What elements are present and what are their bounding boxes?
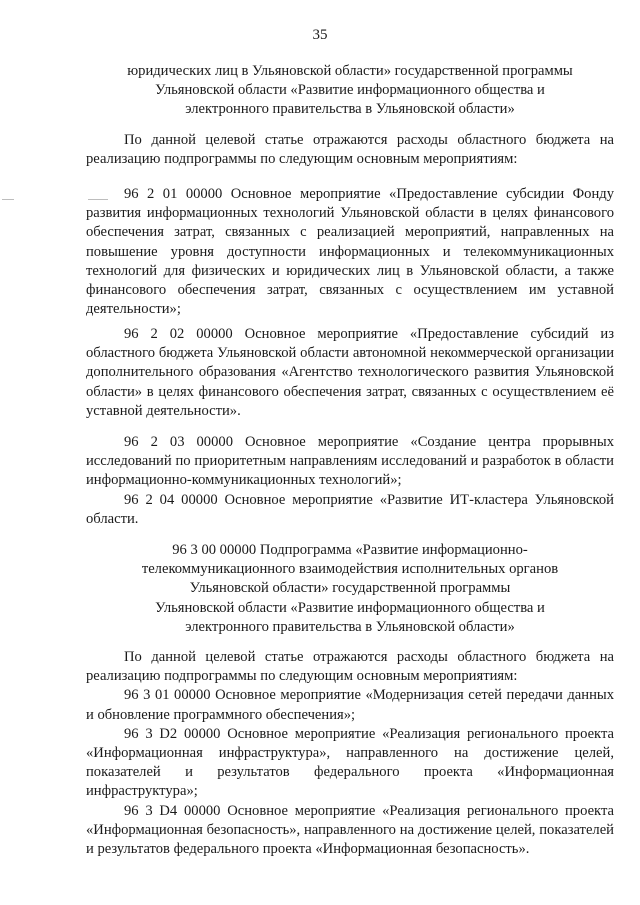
heading-1-line: юридических лиц в Ульяновской области» государственной программы — [127, 63, 573, 79]
page-number: 35 — [312, 27, 328, 43]
intro-1-text: По данной целевой статье отражаются расходы областного бюджета на реализацию подпрограммы по следующим основным мероприятиям: — [86, 132, 614, 168]
measure-text: 96 2 01 00000 Основное мероприятие «Предоставление субсидии Фонду развития информационных технологий Ульяновской области в целях финансового обеспечения затрат, связанных с реализацией мероприятий, направленных на повышение уровня доступности информационных и телекоммуникационных технологий для физических и юридических лиц в Ульяновской области, а также финансового обеспечения затрат, связанных с осуществлением им уставной деятельности»; — [86, 186, 614, 318]
measure-item-96-2-02 — [86, 325, 614, 421]
intro-paragraph-2 — [86, 648, 614, 859]
heading-2-line: Ульяновской области» государственной программы — [189, 580, 511, 597]
measure-text: 96 2 02 00000 Основное мероприятие «Предоставление субсидий из областного бюджета Ульяновской области автономной некоммерческой организации дополнительного образования «Агентство технологического развития Ульяновской области» в целях финансового обеспечения затрат, связанных с осуществлением её уставной деятельности». — [86, 326, 614, 419]
heading-1-line: электронного правительства в Ульяновской области» — [185, 101, 515, 118]
heading-2-line: Ульяновской области «Развитие информационного общества и — [155, 599, 545, 616]
intro-paragraph-1 — [86, 131, 614, 169]
heading-1-line: Ульяновской области «Развитие информационного общества и — [155, 82, 545, 99]
measure-text: 96 3 01 00000 Основное мероприятие «Модернизация сетей передачи данных и обновление программного обеспечения»; — [86, 687, 614, 723]
intro-2-text: По данной целевой статье отражаются расходы областного бюджета на реализацию подпрограммы по следующим основным мероприятиям: — [86, 649, 614, 685]
section-heading-1 — [86, 62, 614, 120]
scan-artifact — [88, 199, 108, 200]
measure-text: 96 2 03 00000 Основное мероприятие «Создание центра прорывных исследований по приоритетным направлениям исследований и разработок в области информационно-коммуникационных технологий»; — [86, 434, 614, 489]
measure-text: 96 3 D4 00000 Основное мероприятие «Реализация регионального проекта «Информационная безопасность», направленного на достижение целей, показателей и результатов федерального проекта «Информационная безопасность». — [86, 802, 614, 858]
heading-2-line: телекоммуникационного взаимодействия исполнительных органов — [141, 561, 559, 578]
measure-item-96-2-03 — [86, 433, 614, 529]
measure-text: 96 2 04 00000 Основное мероприятие «Развитие ИТ-кластера Ульяновской области. — [86, 491, 614, 527]
measure-item-96-2-01 — [86, 185, 614, 319]
heading-2-line: электронного правительства в Ульяновской области» — [185, 618, 515, 635]
section-heading-2 — [86, 541, 614, 637]
scan-artifact — [2, 199, 14, 200]
heading-2-line: 96 3 00 00000 Подпрограмма «Развитие информационно- — [172, 542, 528, 558]
measure-text: 96 3 D2 00000 Основное мероприятие «Реализация регионального проекта «Информационная инфраструктура», направленного на достижение целей, показателей и результатов федерального проекта «Информационная инфраструктура»; — [86, 725, 614, 800]
